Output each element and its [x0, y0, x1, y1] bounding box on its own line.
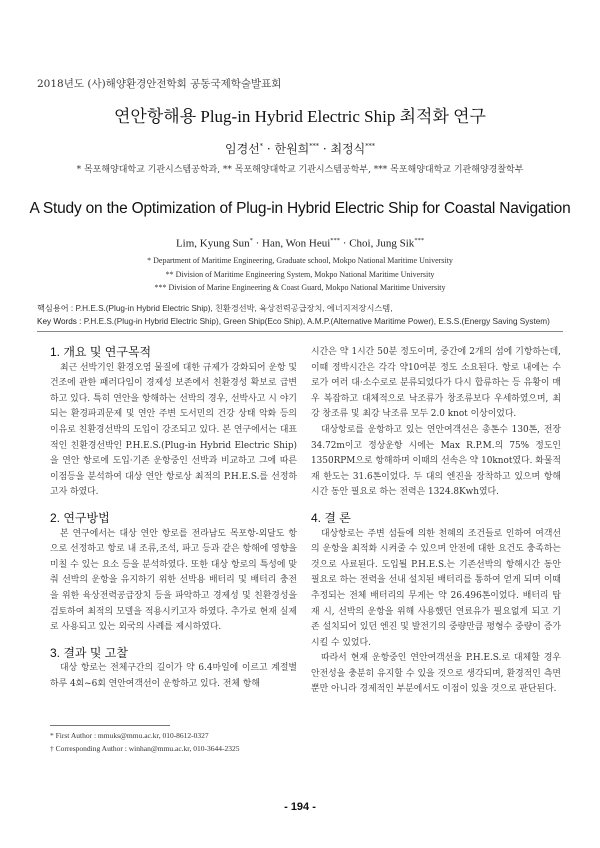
- authors-korean: [0, 140, 600, 157]
- author-1-mark: *: [259, 142, 264, 150]
- affiliation-2: ** Division of Maritime Engineering System, Mokpo National Maritime University: [165, 269, 435, 279]
- conference-header: 2018년도 (사)해양환경안전학회 공동국제학술발표회: [37, 78, 282, 90]
- section-4-heading: 4. 결 론: [311, 510, 351, 525]
- affiliations-korean: * 목포해양대학교 기관시스템공학과, ** 목포해양대학교 기관시스템공학부, *** 목포해양대학교 기관해양경찰학부: [76, 165, 524, 175]
- author-3-en-mark: ***: [414, 237, 425, 244]
- left-column: [50, 345, 297, 692]
- divider: [37, 331, 563, 332]
- footnote-first-author: * First Author : mmuks@mmu.ac.kr, 010-8612-0327: [50, 731, 209, 740]
- page-number: - 194 -: [284, 801, 316, 813]
- section-1-heading: 1. 개요 및 연구목적: [50, 345, 152, 359]
- affiliation-3: *** Division of Marine Engineering & Coast Guard, Mokpo National Maritime University: [154, 283, 446, 293]
- author-3-en: Choi, Jung Sik: [349, 237, 415, 250]
- author-separator: ·: [319, 142, 331, 156]
- keywords-english-label: Key Words :: [37, 317, 84, 326]
- keywords-korean-text: P.H.E.S.(Plug-in Hybrid Electric Ship), 친환경선박, 육상전력공급장치, 에너지저장시스템,: [75, 304, 393, 313]
- author-2-en-mark: ***: [330, 237, 341, 244]
- section-3-paragraph-continued: 시간은 약 1시간 50분 정도이며, 중간에 2개의 섬에 기항하는데, 이때 정박시간은 각각 약10여분 정도 소요된다. 항로 내에는 수로가 여러 대·소수로로 분류되었다가 다시 합류하는 등 유황이 매우 복잡하고 대체적으로 낙조류가 창조류보다 우세하였으며, 최강 창조류 및 최강 낙조류 모두 2.0 knot 이상이었다.: [311, 347, 561, 420]
- section-4-paragraph-2: 따라서 현재 운항중인 연안여객선을 P.H.E.S.로 대체할 경우 안전성을 충분히 유지할 수 있을 것으로 생각되며, 환경적인 측면 뿐만 아니라 경제적인 부분에서도 이점이 있을 것으로 판단된다.: [311, 653, 561, 695]
- author-2: 한원희: [274, 142, 310, 156]
- section-4-paragraph: 대상항로는 주변 섬들에 의한 천혜의 조건들로 인하여 여객선의 운항을 최적화 시켜줄 수 있으며 안전에 대한 요건도 충족하는 것으로 사료된다. 도입될 P.H.E.S.는 기존선박의 항해시간 동안 필요로 하는 전력을 선내 설치된 배터리를 통하여 얻게 되며 이때 추정되는 전체 배터리의 무게는 약 26.496톤이었다. 배터리 탑재 시, 선박의 운항을 위해 사용했던 연료유가 필요없게 되고 기존 설치되어 있던 엔진 및 발전기의 중량만큼 평형수 중량이 증가시킬 수 있었다.: [311, 528, 561, 648]
- author-1-en: Lim, Kyung Sun: [175, 237, 250, 250]
- paper-title-english: A Study on the Optimization of Plug-in Hybrid Electric Ship for Coastal Navigation: [29, 200, 571, 217]
- section-3-heading: 3. 결과 및 고찰: [50, 645, 128, 660]
- author-2-en: Han, Won Heui: [262, 237, 331, 250]
- author-2-mark: ***: [309, 142, 320, 150]
- affiliations-english: [0, 254, 600, 295]
- author-3-mark: ***: [365, 142, 375, 150]
- author-separator: ·: [263, 142, 275, 156]
- section-3-paragraph-2: 대상항로를 운항하고 있는 연안여객선은 총톤수 130톤, 전장 34.72m이고 정상운항 시에는 Max R.P.M.의 75% 정도인 1350RPM으로 항해하며 이때의 선속은 약 10knot였다. 화물적재 한도는 31.6톤이었다. 두 대의 엔진을 장착하고 있으며 항해시간 동안 필요로 하는 전력은 1324.8Kwh였다.: [311, 424, 561, 498]
- footnote-divider: [50, 725, 170, 726]
- author-separator: ·: [252, 237, 263, 250]
- keywords-korean-label: 핵심용어 :: [37, 304, 76, 313]
- affiliation-1: * Department of Maritime Engineering, Graduate school, Mokpo National Maritime University: [147, 256, 453, 265]
- keywords-english-text: P.H.E.S.(Plug-in Hybrid Electric Ship), Green Ship(Eco Ship), A.M.P.(Alternative Maritime Power), E.S.S.(Energy Saving System): [83, 317, 550, 326]
- section-3-paragraph: 대상 항로는 전체구간의 길이가 약 6.4마일에 이르고 계절별 하루 4회~6회 연안여객선이 운항하고 있다. 전체 항해: [50, 663, 297, 689]
- author-1: 임경선: [225, 142, 260, 156]
- keywords-korean: [37, 303, 392, 314]
- author-1-en-mark: *: [249, 237, 253, 244]
- keywords-english: [37, 317, 550, 326]
- section-1-paragraph: 최근 선박기인 환경오염 물질에 대한 규제가 강화되어 운항 및 건조에 관한 패러다임이 경제성 보존에서 친환경성 확보로 급변하고 있다. 특히 연안을 항해하는 선박의 경우, 선박사고 시 야기되는 환경파괴문제 및 연안 주변 도서민의 건강 상태 악화 등의 이유로 친환경선박의 도입이 강조되고 있다. 본 연구에서는 대표적인 친환경선박인 P.H.E.S.(Plug-in Hybrid Electric Ship)을 연안 항로에 도입·기존 운항중인 선박과 비교하고 그에 따른 이점등을 분석하여 대상 연안 항로상 최적의 P.H.E.S.를 선정하고자 하였다.: [50, 362, 297, 498]
- section-2-heading: 2. 연구방법: [50, 510, 110, 525]
- section-2-paragraph: 본 연구에서는 대상 연안 항로를 전라남도 목포항-외달도 항으로 선정하고 항로 내 조류,조석, 파고 등과 같은 항해에 영향을 미칠 수 있는 요소 등을 분석하였다. 또한 대상 항로의 특성에 맞춰 선박의 운항을 유지하기 위한 선박용 배터리 및 배터리 충전을 위한 육상전력공급장치 등을 파악하고 경제성 및 친환경성을 검토하여 최적의 모델을 적용시키고자 하였다. 추가로 현재 실제로 사용되고 있는 외국의 사례를 제시하였다.: [50, 528, 297, 633]
- authors-english: [0, 237, 600, 250]
- right-column: [311, 345, 561, 698]
- author-3: 최정식: [330, 142, 366, 156]
- footnote-corresponding-author: † Corresponding Author : winhan@mmu.ac.kr, 010-3644-2325: [50, 744, 240, 753]
- paper-title-korean: 연안항해용 Plug-in Hybrid Electric Ship 최적화 연구: [114, 107, 486, 126]
- author-separator: ·: [340, 237, 350, 250]
